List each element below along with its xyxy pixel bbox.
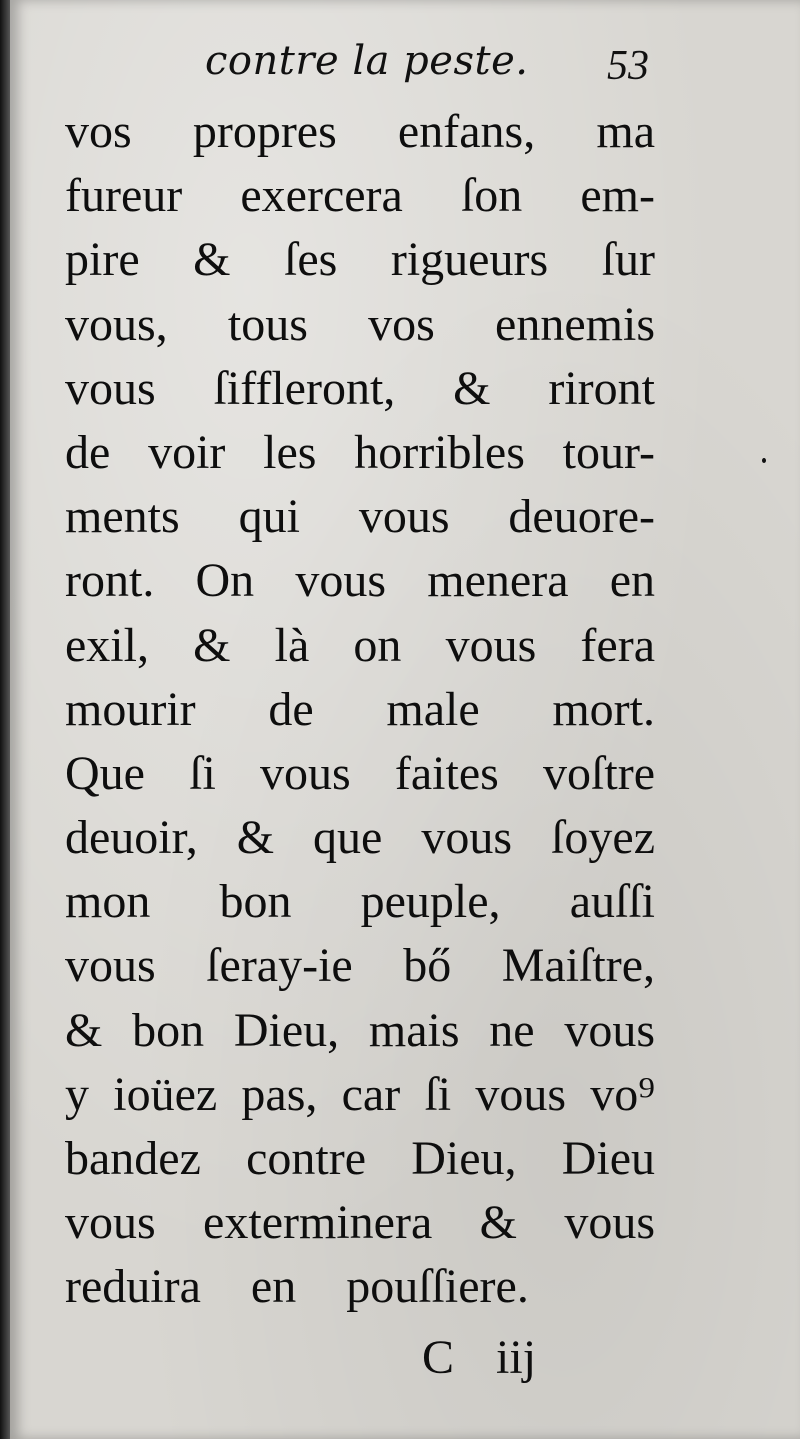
text-line: ront. On vous menera en: [65, 554, 655, 608]
text-line: mourir de male mort.: [65, 682, 655, 736]
text-line: fureur exercera ſon em-: [65, 169, 655, 223]
text-line: Que ſi vous faites voſtre: [65, 746, 655, 800]
page-number: 53: [607, 43, 649, 89]
book-page: [10, 0, 800, 1439]
text-line: y ioüez pas, car ſi vous vo⁹: [65, 1067, 655, 1121]
running-head: [10, 38, 800, 108]
text-line: mon bon peuple, auſſi: [65, 875, 655, 929]
text-line: vous ſiffleront, & riront: [65, 361, 655, 415]
body-text: [65, 100, 655, 1320]
text-line: vous, tous vos ennemis: [65, 297, 655, 351]
text-line: de voir les horribles tour-: [65, 425, 655, 479]
signature-mark: C iij: [422, 1331, 537, 1384]
text-line: bandez contre Dieu, Dieu: [65, 1132, 655, 1185]
running-title: contre la peste.: [205, 38, 529, 84]
text-line: reduira en pouſſiere.: [65, 1260, 529, 1314]
text-line: vous exterminera & vous: [65, 1196, 655, 1250]
text-line: exil, & là on vous fera: [65, 618, 655, 672]
page-gutter-shadow: [0, 0, 10, 1439]
ink-speck: [762, 458, 766, 463]
text-line: vous ſeray-ie bő Maiſtre,: [65, 939, 655, 993]
text-line: ments qui vous deuore-: [65, 490, 655, 544]
text-line: vos propres enfans, ma: [65, 105, 655, 158]
text-line: pire & ſes rigueurs ſur: [65, 233, 655, 287]
text-line: & bon Dieu, mais ne vous: [65, 1003, 655, 1057]
text-line: deuoir, & que vous ſoyez: [65, 811, 655, 865]
